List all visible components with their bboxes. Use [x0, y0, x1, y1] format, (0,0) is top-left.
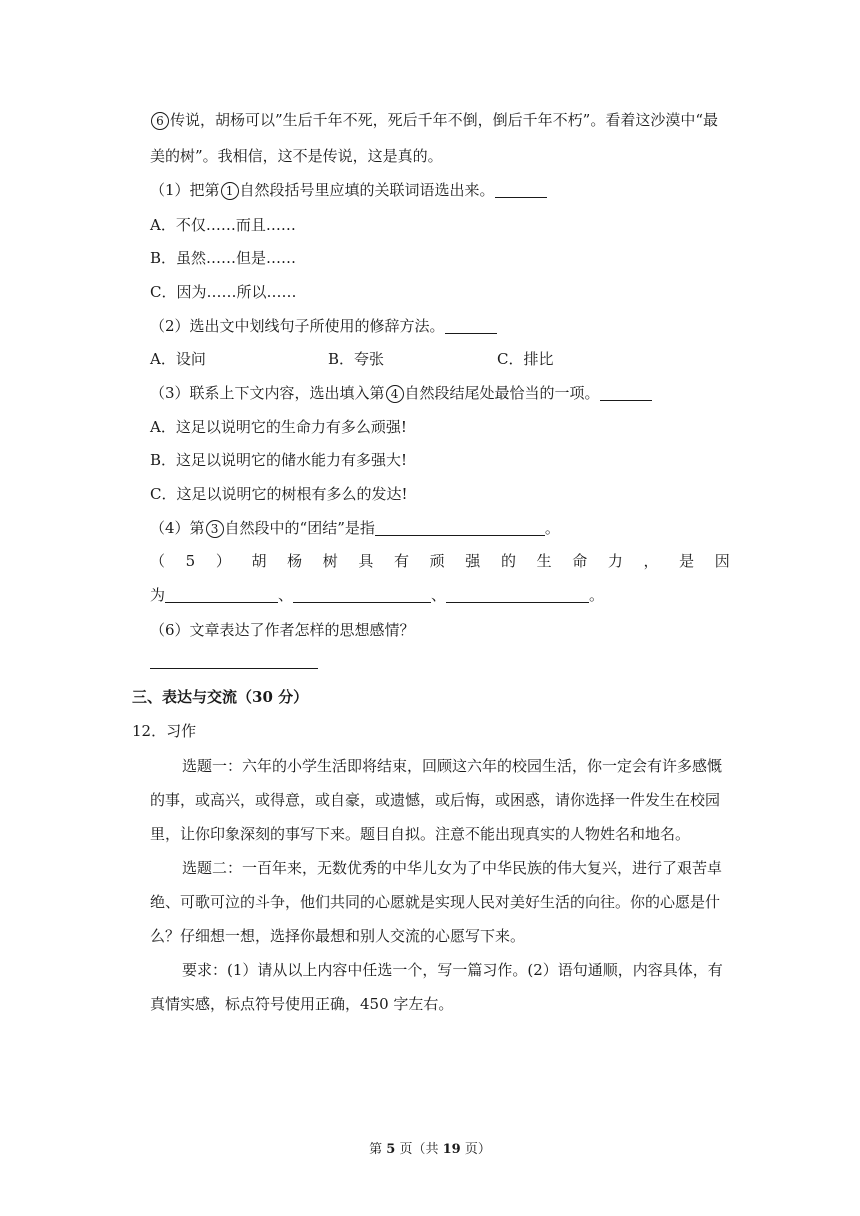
- question-5-line-2: 为 、 、 。: [150, 586, 605, 604]
- topic-2-line-2: 绝、可歌可泣的斗争，他们共同的心愿就是实现人民对美好生活的向往。你的心愿是什: [150, 893, 721, 911]
- page-footer: 第 5 页（共 19 页）: [369, 1142, 491, 1157]
- question-3: （3）联系上下文内容，选出填入第 4 自然段结尾处最恰当的一项。: [150, 383, 652, 403]
- topic-1-line-1: 选题一：六年的小学生活即将结束，回顾这六年的校园生活，你一定会有许多感慨: [182, 757, 723, 775]
- requirements-line-1: 要求：(1）请从以上内容中任选一个，写一篇习作。(2）语句通顺，内容具体，有: [182, 961, 723, 979]
- question-4: （4）第 3 自然段中的“团结”是指 。: [150, 519, 560, 537]
- page-total: 19: [442, 1142, 461, 1157]
- q1-option-b: B．虽然……但是……: [150, 249, 297, 267]
- topic-1-line-2: 的事，或高兴，或得意，或自豪，或遗憾，或后悔，或困惑，请你选择一件发生在校园: [150, 791, 721, 809]
- answer-blank[interactable]: [293, 586, 431, 603]
- q3-option-a: A．这足以说明它的生命力有多么顽强!: [150, 418, 407, 436]
- page-number: 5: [386, 1142, 396, 1157]
- q6-answer-line: [150, 651, 318, 671]
- topic-1-line-3: 里，让你印象深刻的事写下来。题目自拟。注意不能出现真实的人物姓名和地名。: [150, 825, 691, 843]
- topic-2-line-3: 么？仔细想一想，选择你最想和别人交流的心愿写下来。: [150, 927, 526, 945]
- paragraph-6-line-2: 美的树”。我相信，这不是传说，这是真的。: [150, 147, 443, 165]
- circled-number: 4: [386, 385, 404, 403]
- circled-number: 6: [151, 112, 169, 130]
- q3-option-b: B．这足以说明它的储水能力有多强大!: [150, 451, 408, 469]
- question-2: （2）选出文中划线句子所使用的修辞方法。: [150, 316, 497, 336]
- q1-option-a: A．不仅……而且……: [150, 216, 296, 234]
- q2-option-b: B．夸张: [328, 350, 385, 368]
- circled-number: 1: [221, 182, 239, 200]
- question-12-label: 12．习作: [132, 722, 197, 740]
- topic-2-line-1: 选题二：一百年来，无数优秀的中华儿女为了中华民族的伟大复兴，进行了艰苦卓: [182, 859, 723, 877]
- question-5-line-1: （ 5 ） 胡 杨 树 具 有 顽 强 的 生 命 力 ， 是 因: [150, 552, 730, 570]
- answer-blank[interactable]: [165, 586, 278, 603]
- answer-blank[interactable]: [150, 652, 318, 669]
- q2-option-c: C．排比: [497, 350, 554, 368]
- requirements-line-2: 真情实感，标点符号使用正确，450 字左右。: [150, 995, 454, 1013]
- answer-blank[interactable]: [446, 586, 589, 603]
- question-6: （6）文章表达了作者怎样的思想感情？: [150, 621, 415, 639]
- answer-blank[interactable]: [375, 519, 545, 536]
- q3-option-c: C．这足以说明它的树根有多么的发达!: [150, 485, 408, 503]
- answer-blank[interactable]: [445, 317, 497, 334]
- answer-blank[interactable]: [495, 181, 547, 198]
- answer-blank[interactable]: [600, 384, 652, 401]
- circled-number: 3: [206, 520, 224, 538]
- q1-option-c: C．因为……所以……: [150, 283, 297, 301]
- paragraph-6-line-1: 6 传说，胡杨可以”生后千年不死，死后千年不倒，倒后千年不朽”。看着这沙漠中“最: [150, 110, 718, 130]
- question-1: （1）把第 1 自然段括号里应填的关联词语选出来。: [150, 180, 547, 200]
- q2-option-a: A．设问: [150, 350, 206, 368]
- section-heading: 三、表达与交流（30 分）: [132, 688, 309, 706]
